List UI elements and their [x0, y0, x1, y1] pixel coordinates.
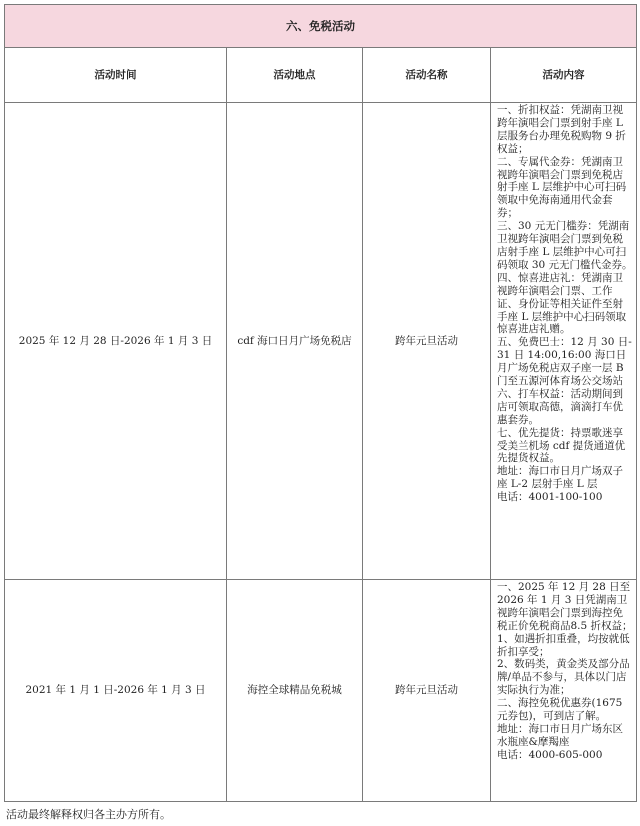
content-line: 二、海控免税优惠券(1675 元券包)，可到店了解。 [497, 697, 623, 723]
content-line: 一、2025 年 12 月 28 日至 2026 年 1 月 3 日凭湖南卫视跨年演唱会门票到海控免税正价免税商品8.5 折权益； [497, 581, 633, 632]
content-line: 2、数码类，黄金类及部分品牌/单品不参与，具体以门店实际执行为准； [497, 658, 630, 697]
content-line: 二、专属代金券：凭湖南卫视跨年演唱会门票到免税店射手座 L 层维护中心可扫码领取中免海南通用代金套券； [497, 155, 627, 220]
content-line: 七、优先提货：持票歌迷享受美兰机场 cdf 提货通道优先提货权益。 [497, 426, 626, 465]
row-location: 海控全球精品免税城 [227, 580, 363, 802]
promo-table [4, 4, 637, 802]
header-content: 活动内容 [491, 48, 637, 103]
header-name: 活动名称 [363, 48, 491, 103]
row-content [491, 580, 637, 802]
content-line: 1、如遇折扣重叠，均按就低折扣享受； [497, 632, 630, 658]
content-line: 地址：海口市日月广场东区水瓶座&摩羯座 [497, 722, 623, 748]
section-title: 六、免税活动 [5, 5, 637, 48]
row-location: cdf 海口日月广场免税店 [227, 103, 363, 580]
content-line: 一、折扣权益：凭湖南卫视跨年演唱会门票到射手座 L 层服务台办理免税购物 9 折权益； [497, 104, 626, 155]
content-line: 电话：4000-605-000 [497, 748, 603, 761]
content-line: 地址：海口市日月广场双子座 L-2 层射手座 L 层 [497, 465, 623, 491]
content-line: 三、30 元无门槛券：凭湖南卫视跨年演唱会门票到免税店射手座 L 层维护中心可扫码领取 30 元无门槛代金券。 [497, 220, 633, 271]
content-line: 五、免费巴士：12 月 30 日-31 日 14:00,16:00 海口日月广场免税店双子座一层 B 门至五源河体育场公交场站 [497, 336, 632, 388]
table-row [5, 103, 637, 580]
content-line: 六、打车权益：活动期间到店可领取高德，滴滴打车优惠套券。 [497, 387, 623, 426]
header-location: 活动地点 [227, 48, 363, 103]
row-name: 跨年元旦活动 [363, 580, 491, 802]
footer-note: 活动最终解释权归各主办方所有。 [6, 808, 171, 821]
row-name: 跨年元旦活动 [363, 103, 491, 580]
row-time: 2025 年 12 月 28 日-2026 年 1 月 3 日 [5, 103, 227, 580]
table-row [5, 580, 637, 802]
content-line: 电话：4001-100-100 [497, 491, 603, 504]
header-time: 活动时间 [5, 48, 227, 103]
row-time: 2021 年 1 月 1 日-2026 年 1 月 3 日 [5, 580, 227, 802]
row-content [491, 103, 637, 580]
content-line: 四、惊喜进店礼：凭湖南卫视跨年演唱会门票、工作证、身份证等相关证件至射手座 L 层维护中心扫码领取惊喜进店礼赠。 [497, 271, 627, 336]
